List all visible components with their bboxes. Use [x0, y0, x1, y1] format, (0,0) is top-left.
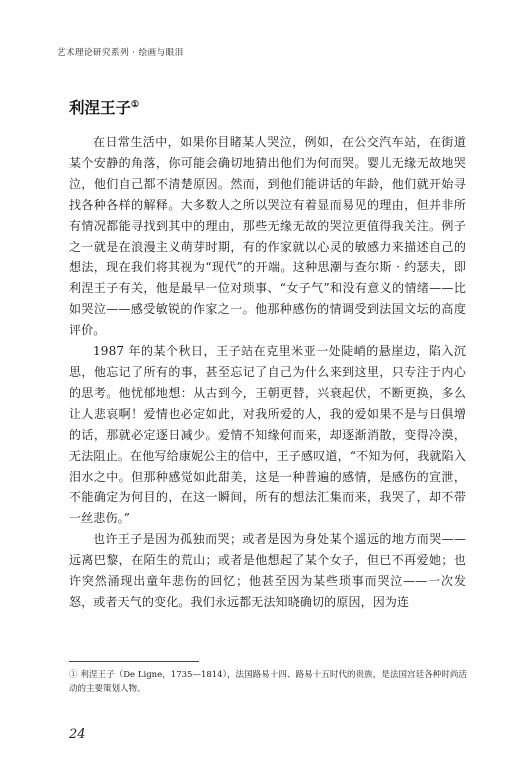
- page-number: 24: [69, 727, 86, 742]
- paragraph-3: 也许王子是因为孤独而哭；或者是因为身处某个遥远的地方而哭——远离巴黎，在陌生的荒山；或者是他想起了某个女子，但已不再爱她；也许突然涌现出童年悲伤的回忆；他甚至因为某些琐事而哭泣——一次发怒，或者天气的变化。我们永远都无法知晓确切的原因，因为连: [69, 532, 466, 609]
- paragraph-1: 在日常生活中，如果你目睹某人哭泣，例如，在公交汽车站，在街道某个安静的角落，你可能会确切地猜出他们为何而哭。婴儿无缘无故地哭泣，他们自己都不清楚原因。然而，到他们能讲话的年龄，他们就开始寻找各种各样的解释。大多数人之所以哭泣有着显而易见的理由，但并非所有情况都能寻找到其中的理由，那些无缘无故的哭泣更值得我关注。例子之一就是在浪漫主义萌芽时期，有的作家就以心灵的敏感力来描述自己的想法，现在我们将其视为“现代”的开端。这种思潮与查尔斯 · 约瑟夫，即利涅王子有关，他是最早一位对琐事、“女子气”和没有意义的情绪——比如哭泣——感受敏锐的作家之一。他那种感伤的情调受到法国文坛的高度评价。: [69, 135, 466, 338]
- footnote-marker[interactable]: ①: [131, 99, 140, 110]
- chapter-title: [69, 96, 139, 118]
- chapter-title-text: 利涅王子: [69, 98, 132, 117]
- footnote: ① 利涅王子（De Ligne，1735—1814），法国路易十四、路易十五时代的贵族，是法国宫廷各种时尚活动的主要策划人物。: [69, 670, 467, 694]
- body-text: [69, 132, 466, 613]
- footnote-divider: [69, 661, 199, 662]
- running-head: 艺术理论研究系列 · 绘画与眼泪: [57, 48, 184, 58]
- paragraph-2: 1987 年的某个秋日，王子站在克里米亚一处陡峭的悬崖边，陷入沉思，他忘记了所有的事，甚至忘记了自己为什么来到这里，只专注于内心的思考。他忧郁地想：从古到今，王朝更替，兴衰起伏，不断更换，多么让人悲哀啊！爱情也必定如此，对我所爱的人，我的爱如果不是与日俱增的话，那就必定逐日减少。爱情不知缘何而来，却逐渐消散，变得冷漠，无法阻止。在他写给康妮公主的信中，王子感叹道，“不知为何，我就陷入泪水之中。但那种感觉如此甜美，这是一种普遍的感情，是感伤的宣泄，不能确定为何目的，在这一瞬间，所有的想法汇集而来，我哭了，却不带一丝悲伤。”: [69, 344, 466, 526]
